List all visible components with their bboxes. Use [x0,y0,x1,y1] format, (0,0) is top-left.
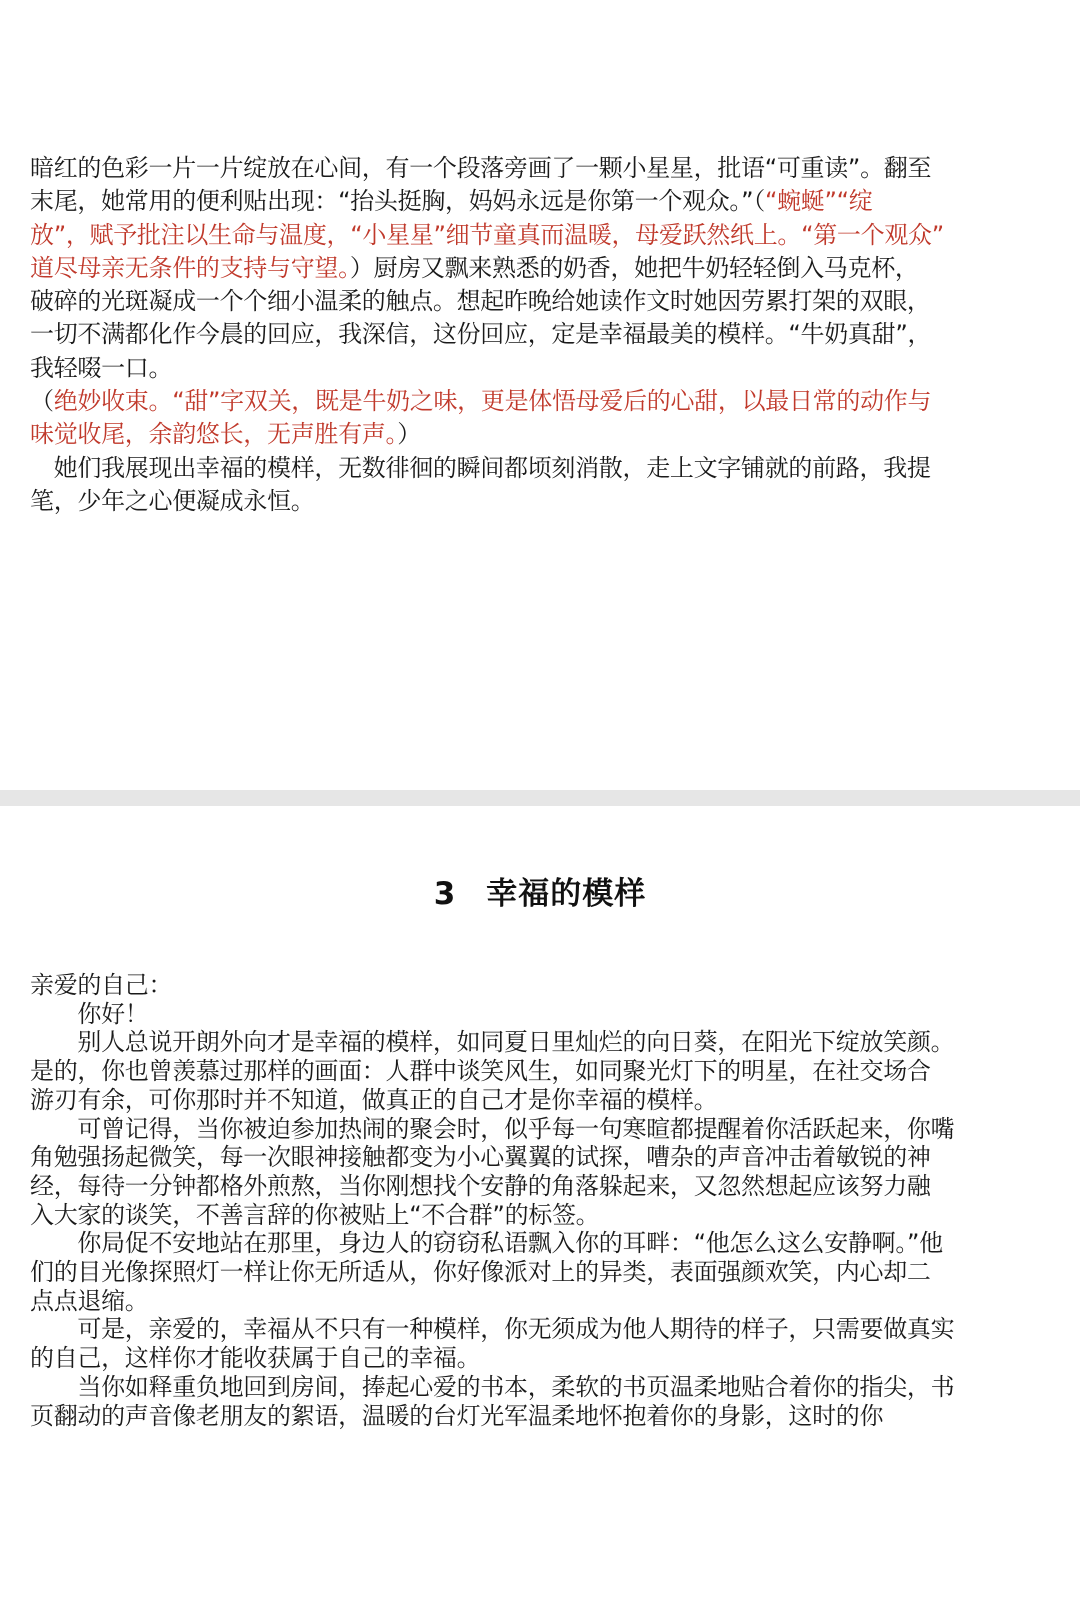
essay-text: 她们我展现出幸福的模样，无数徘徊的瞬间都顷刻消散，走上文字铺就的前路，我提 [30,453,931,482]
annotation-comment: 道尽母亲无条件的支持与守望。 [30,253,350,282]
section-title [0,868,1080,913]
document-page-1 [0,0,1080,790]
letter-line: 是的，你也曾羡慕过那样的画面：人群中谈笑风生，如同聚光灯下的明星，在社交场合 [30,1057,931,1086]
text-line [30,485,1050,518]
letter-line: 可是，亲爱的，幸福从不只有一种模样，你无须成为他人期待的样子，只需要做真实 [30,1315,955,1344]
letter-line: 们的目光像探照灯一样让你无所适从，你好像派对上的异类，表面强颜欢笑，内心却二 [30,1258,931,1287]
annotation-comment: “蜿蜒”“绽 [764,187,873,216]
letter-line: 入大家的谈笑，不善言辞的你被贴上“不合群”的标签。 [30,1200,600,1229]
text-line [30,318,1050,351]
letter-line: 可曾记得，当你被迫参加热闹的聚会时，似乎每一句寒暄都提醒着你活跃起来，你嘴 [30,1114,955,1143]
essay-excerpt-with-annotations [30,152,1050,518]
section-number: 3 [433,876,457,912]
annotation-comment: 绝妙收束。“甜”字双关，既是牛奶之味，更是体悟母爱后的心甜，以最日常的动作与 [53,387,932,416]
letter-line: 别人总说开朗外向才是幸福的模样，如同夏日里灿烂的向日葵，在阳光下绽放笑颜。 [30,1028,955,1057]
document-page-2 [0,806,1080,1603]
essay-text: 我轻啜一口。 [30,353,173,382]
annotation-comment: 放”，赋予批注以生命与温度，“小星星”细节童真而温暖，母爱跃然纸上。“第一个观众” [30,220,944,249]
text-line [30,219,1050,252]
letter-line: 当你如释重负地回到房间，捧起心爱的书本，柔软的书页温柔地贴合着你的指尖，书 [30,1372,955,1401]
essay-text: 笔，少年之心便凝成永恒。 [30,486,315,515]
text-line [30,252,1050,285]
essay-text: 暗红的色彩一片一片绽放在心间，有一个段落旁画了一颗小星星，批语“可重读”。翻至 [30,154,932,182]
text-line [30,418,1050,451]
text-line [30,185,1050,218]
letter-line: 页翻动的声音像老朋友的絮语，温暖的台灯光军温柔地怀抱着你的身影，这时的你 [30,1401,884,1430]
letter-line: 角勉强扬起微笑，每一次眼神接触都变为小心翼翼的试探，嘈杂的声音冲击着敏锐的神 [30,1143,931,1172]
letter-line: 你局促不安地站在那里，身边人的窃窃私语飘入你的耳畔：“他怎么这么安静啊。”他 [30,1229,943,1258]
essay-text: ） [397,420,421,449]
letter-line: 你好！ [30,999,149,1028]
text-line [30,452,1050,485]
essay-text: 末尾，她常用的便利贴出现：“抬头挺胸，妈妈永远是你第一个观众。”（ [30,187,765,216]
essay-text: 一切不满都化作今晨的回应，我深信，这份回应，定是幸福最美的模样。“牛奶真甜”， [30,320,932,349]
letter-body [30,971,1050,1430]
text-line [30,352,1050,385]
letter-line: 亲爱的自己： [30,971,173,999]
letter-line: 的自己，这样你才能收获属于自己的幸福。 [30,1344,481,1373]
annotation-comment: 味觉收尾，余韵悠长，无声胜有声。 [30,420,398,449]
letter-line: 经，每待一分钟都格外煎熬，当你刚想找个安静的角落躲起来，又忽然想起应该努力融 [30,1171,931,1200]
essay-text: ）厨房又飘来熟悉的奶香，她把牛奶轻轻倒入马克杯， [349,253,919,282]
letter-line: 游刃有余，可你那时并不知道，做真正的自己才是你幸福的模样。 [30,1085,718,1114]
text-line [30,385,1050,418]
text-line [30,285,1050,318]
text-line [30,152,1050,185]
essay-text: （ [30,387,54,416]
section-title-text: 幸福的模样 [486,876,647,912]
letter-line: 点点退缩。 [30,1286,149,1315]
essay-text: 破碎的光斑凝成一个个细小温柔的触点。想起昨晚给她读作文时她因劳累打架的双眼， [30,287,931,316]
